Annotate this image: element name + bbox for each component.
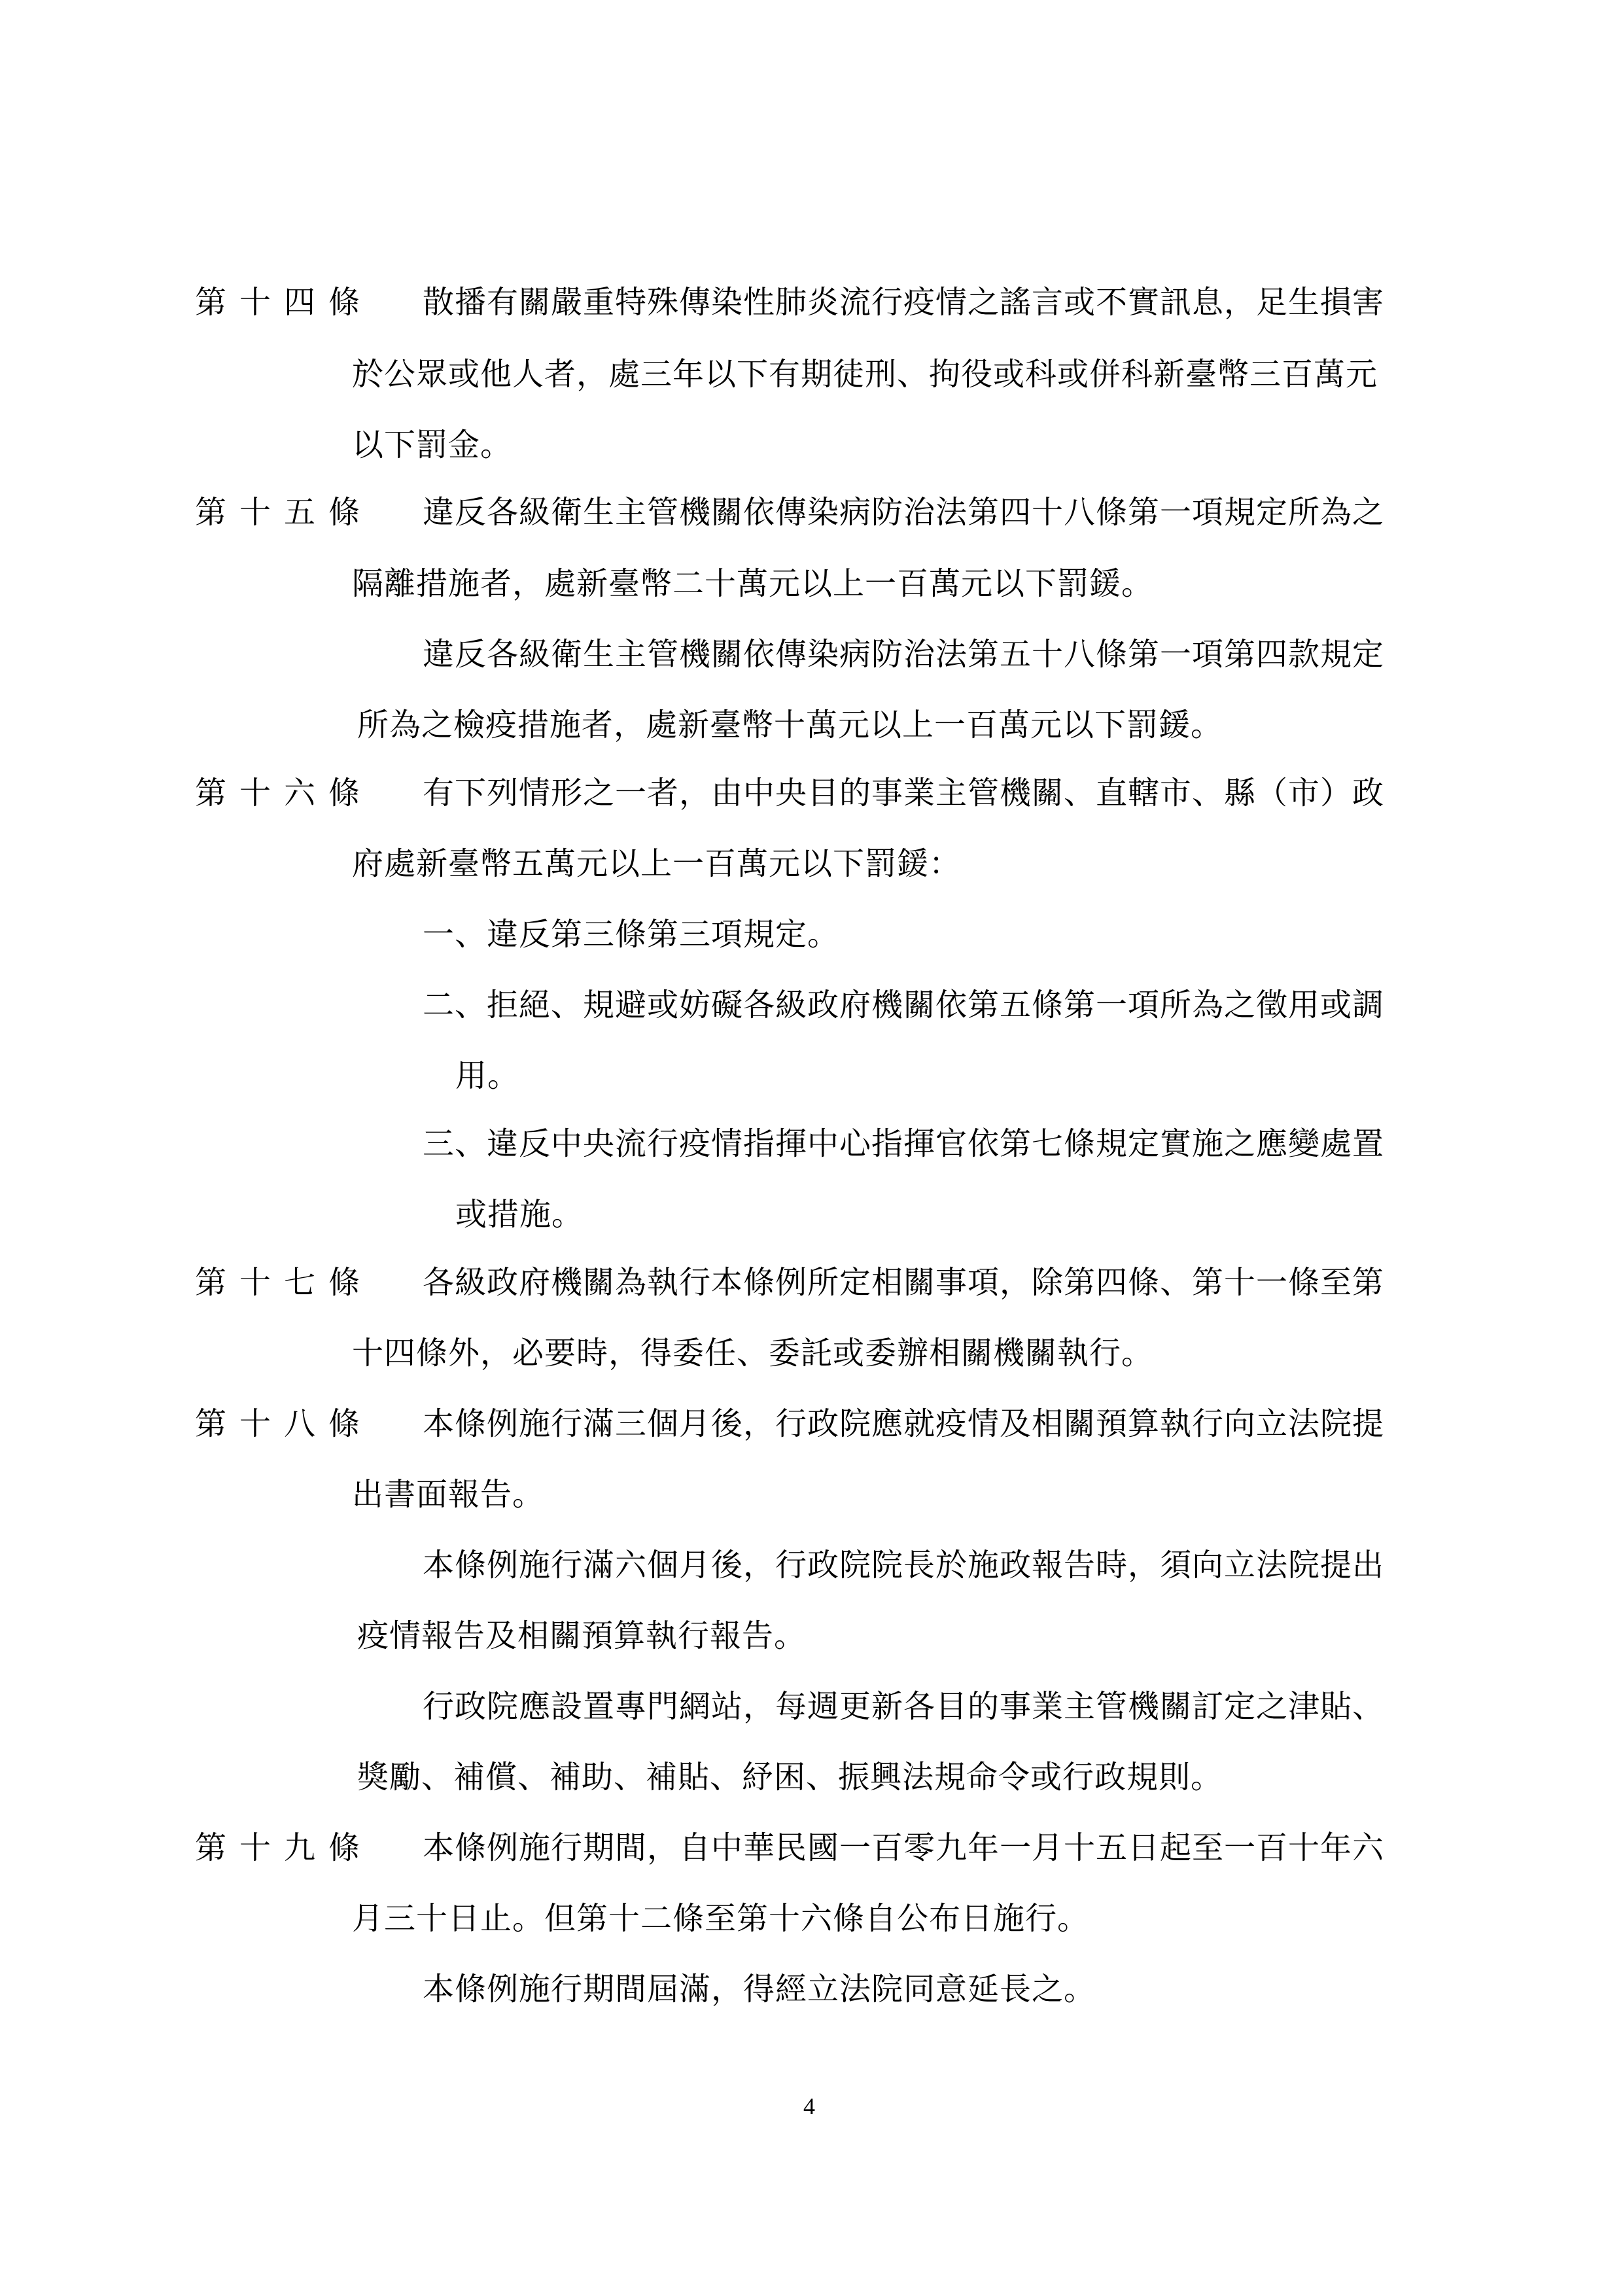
- article-text-line: 本條例施行滿六個月後，行政院院長於施政報告時，須向立法院提出: [423, 1547, 1385, 1583]
- article-label: 第十九條: [195, 1829, 374, 1866]
- article-text-line: 出書面報告。: [352, 1476, 545, 1513]
- article-text-line: 十四條外，必要時，得委任、委託或委辦相關機關執行。: [352, 1335, 1154, 1371]
- list-item-text: 二、拒絕、規避或妨礙各級政府機關依第五條第一項所為之徵用或調: [423, 987, 1385, 1023]
- page-number: 4: [803, 2093, 815, 2119]
- list-item-text: 用。: [455, 1057, 520, 1094]
- article-label: 第十六條: [195, 775, 374, 811]
- article-label: 第十七條: [195, 1264, 374, 1301]
- list-item-text: 或措施。: [455, 1196, 584, 1233]
- article-text-line: 違反各級衛生主管機關依傳染病防治法第四十八條第一項規定所為之: [423, 494, 1385, 531]
- article-text-line: 違反各級衛生主管機關依傳染病防治法第五十八條第一項第四款規定: [423, 636, 1385, 673]
- article-text-line: 本條例施行期間，自中華民國一百零九年一月十五日起至一百十年六: [423, 1829, 1385, 1866]
- article-text-line: 所為之檢疫措施者，處新臺幣十萬元以上一百萬元以下罰鍰。: [357, 707, 1223, 743]
- article-label: 第十四條: [195, 284, 374, 321]
- article-text-line: 散播有關嚴重特殊傳染性肺炎流行疫情之謠言或不實訊息，足生損害: [423, 284, 1385, 321]
- article-text-line: 隔離措施者，處新臺幣二十萬元以上一百萬元以下罰鍰。: [352, 565, 1154, 602]
- list-item-text: 一、違反第三條第三項規定。: [423, 916, 840, 953]
- article-text-line: 獎勵、補償、補助、補貼、紓困、振興法規命令或行政規則。: [357, 1759, 1223, 1795]
- article-text-line: 月三十日止。但第十二條至第十六條自公布日施行。: [352, 1900, 1090, 1937]
- article-text-line: 行政院應設置專門網站，每週更新各目的事業主管機關訂定之津貼、: [423, 1688, 1385, 1725]
- article-text-line: 本條例施行滿三個月後，行政院應就疫情及相關預算執行向立法院提: [423, 1405, 1385, 1442]
- article-text-line: 有下列情形之一者，由中央目的事業主管機關、直轄市、縣（市）政: [423, 775, 1385, 811]
- article-text-line: 府處新臺幣五萬元以上一百萬元以下罰鍰：: [352, 845, 962, 882]
- article-label: 第十八條: [195, 1405, 374, 1442]
- article-text-line: 各級政府機關為執行本條例所定相關事項，除第四條、第十一條至第: [423, 1264, 1385, 1301]
- article-text-line: 疫情報告及相關預算執行報告。: [357, 1617, 807, 1654]
- article-label: 第十五條: [195, 494, 374, 531]
- article-text-line: 以下罰金。: [352, 427, 513, 463]
- article-text-line: 於公眾或他人者，處三年以下有期徒刑、拘役或科或併科新臺幣三百萬元: [352, 356, 1378, 393]
- list-item-text: 三、違反中央流行疫情指揮中心指揮官依第七條規定實施之應變處置: [423, 1125, 1385, 1162]
- article-text-line: 本條例施行期間屆滿，得經立法院同意延長之。: [423, 1971, 1096, 2007]
